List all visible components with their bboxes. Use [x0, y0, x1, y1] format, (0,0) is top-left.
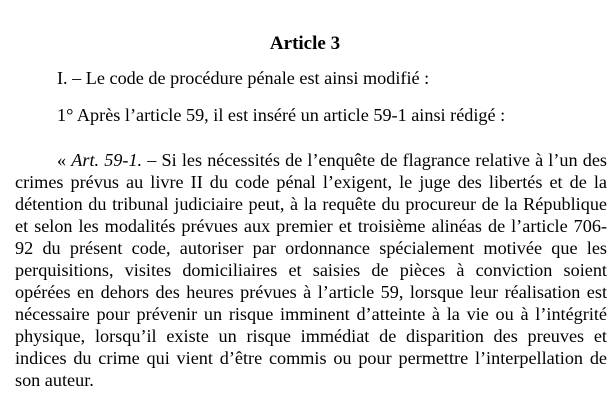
article-title: Article 3 — [269, 33, 341, 54]
article-body-text: – Si les nécessités de l’enquête de flagrance relative à l’un des crimes prévus au livre II du code pénal l’exigent, le juge des libertés et de la détention du tribunal judiciaire peut, à la requête du procureur de la République et selon les modalités prévues aux premier et troisième alinéas de l’article 706-92 du présent code, autoriser par ordonnance spécialement motivée que les perquisitions, visites domiciliaires et saisies de pièces à conviction soient opérées en dehors des heures prévues à l’article 59, lorsque leur réalisation est nécessaire pour prévenir un risque imminent d’atteinte à la vie ou à l’intégrité physique, lorsqu’il existe un risque immédiat de disparition des preuves et indices du crime qui vient d’être commis ou pour permettre l’interpellation de son auteur. — [15, 150, 608, 390]
article-reference: Art. 59-1. — [71, 150, 143, 170]
opening-guillemet: « — [57, 150, 72, 170]
item-paragraph: 1° Après l’article 59, il est inséré un article 59-1 ainsi rédigé : — [57, 105, 506, 125]
quoted-article-paragraph — [15, 149, 607, 391]
intro-paragraph: I. – Le code de procédure pénale est ainsi modifié : — [57, 68, 430, 88]
